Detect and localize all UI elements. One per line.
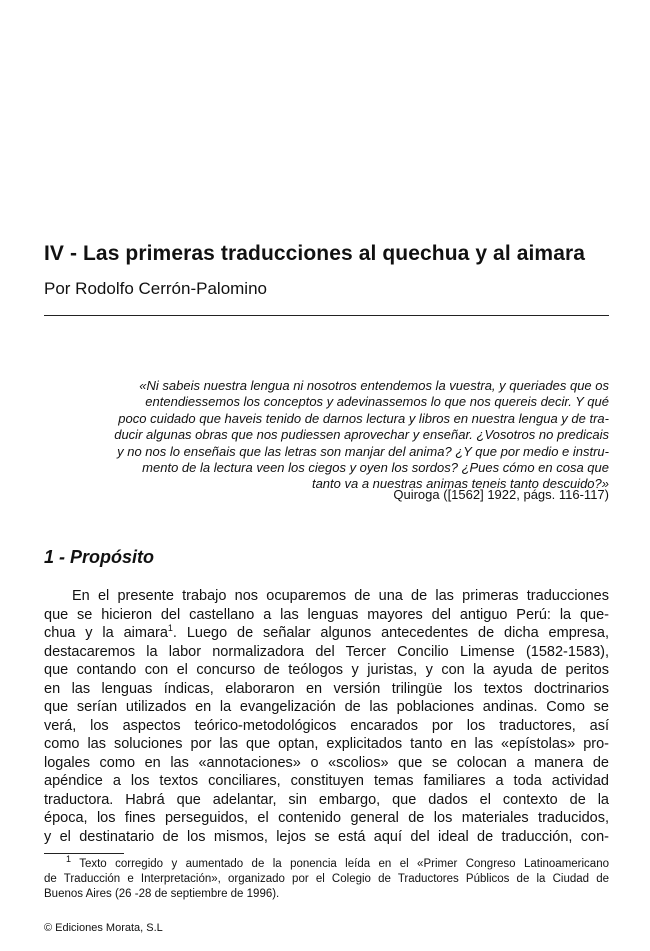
footnote-marker: 1	[66, 854, 72, 865]
epigraph-line: mento de la lectura veen los ciegos y oyen los sordos? ¿Pues cómo en cosa que	[142, 460, 609, 476]
footnote-line	[44, 854, 609, 872]
paragraph-line: destacaremos la labor normalizadora del Tercer Concilio Limense (1582-1583),	[44, 643, 609, 660]
paragraph-line: logales como en las «annotaciones» o «scolios» que se colocan a manera de	[44, 754, 609, 771]
epigraph-line: «Ni sabeis nuestra lengua ni nosotros entendemos la vuestra, y queriades que os	[139, 378, 609, 393]
paragraph-line: y el destinatario de los mismos, lejos se está aquí del ideal de traducción, con-	[44, 828, 609, 845]
footnote-line: de Traducción e Interpretación», organizado por el Colegio de Traductores Públicos de la Ciudad de	[44, 872, 609, 885]
footnote-text: Texto corregido y aumentado de la ponencia leída en el «Primer Congreso Latinoamericano	[79, 858, 609, 870]
body-paragraph	[44, 587, 609, 865]
paragraph-line: En el presente trabajo nos ocuparemos de una de las primeras traducciones	[72, 588, 609, 604]
paragraph-line-end: . Luego de señalar algunos antecedentes de dicha empresa,	[172, 625, 609, 641]
paragraph-line	[44, 624, 609, 643]
paragraph-line: como las soluciones por las que optan, explicitados tanto en las «epístolas» pro-	[44, 736, 609, 752]
epigraph-line: poco cuidado que haveis tenido de darnos lectura y libros en nuestra lengua y de tra-	[118, 410, 609, 426]
epigraph-line: entendiessemos los conceptos y adevinassemos lo que nos quereis decir. Y qué	[145, 394, 609, 410]
footnote-line: Buenos Aires (26 -28 de septiembre de 1996).	[44, 887, 280, 900]
footnote-reference[interactable]: 1	[167, 623, 173, 634]
chapter-title: IV - Las primeras traducciones al quechua y al aimara	[44, 242, 586, 265]
paragraph-line: que contando con el concurso de teólogos y juristas, y con la ayuda de peritos	[44, 662, 609, 678]
title-divider	[44, 315, 609, 316]
footnote-divider	[44, 853, 124, 854]
paragraph-line: que se hicieron del castellano a las lenguas mayores del antiguo Perú: la que-	[44, 606, 609, 623]
paragraph-line: época, los fines perseguidos, el contenido general de los materiales traducidos,	[44, 810, 609, 826]
paragraph-line: en las lenguas índicas, elaboraron en versión trilingüe los textos doctrinarios	[44, 680, 609, 697]
paragraph-line-start: chua y la aimara	[44, 625, 168, 641]
epigraph-citation: Quiroga ([1562] 1922, págs. 116-117)	[393, 487, 609, 502]
chapter-author: Por Rodolfo Cerrón-Palomino	[44, 279, 267, 298]
epigraph-line: ducir algunas obras que nos pudiessen aprovechar y enseñar. ¿Vosotros no predicais	[114, 427, 609, 443]
paragraph-line: verá, los aspectos teórico-metodológicos encarados por los traductores, así	[44, 717, 609, 734]
copyright-notice: © Ediciones Morata, S.L	[44, 922, 163, 934]
paragraph-line: apéndice a los textos conciliares, constituyen temas familiares a toda actividad	[44, 773, 609, 789]
section-heading: 1 - Propósito	[44, 547, 155, 567]
paragraph-line: traductora. Habrá que adelantar, sin embargo, que dados el contexto de la	[44, 791, 609, 808]
epigraph	[68, 378, 609, 493]
footnote	[44, 854, 609, 901]
epigraph-line: tanto va a nuestras animas teneis tanto descuido?»	[311, 476, 609, 492]
epigraph-line: y no nos lo enseñais que las letras son manjar del anima? ¿Y que por medio e instru-	[117, 443, 609, 459]
paragraph-line: que serían utilizados en la evangelización de las poblaciones andinas. Como se	[44, 699, 609, 715]
